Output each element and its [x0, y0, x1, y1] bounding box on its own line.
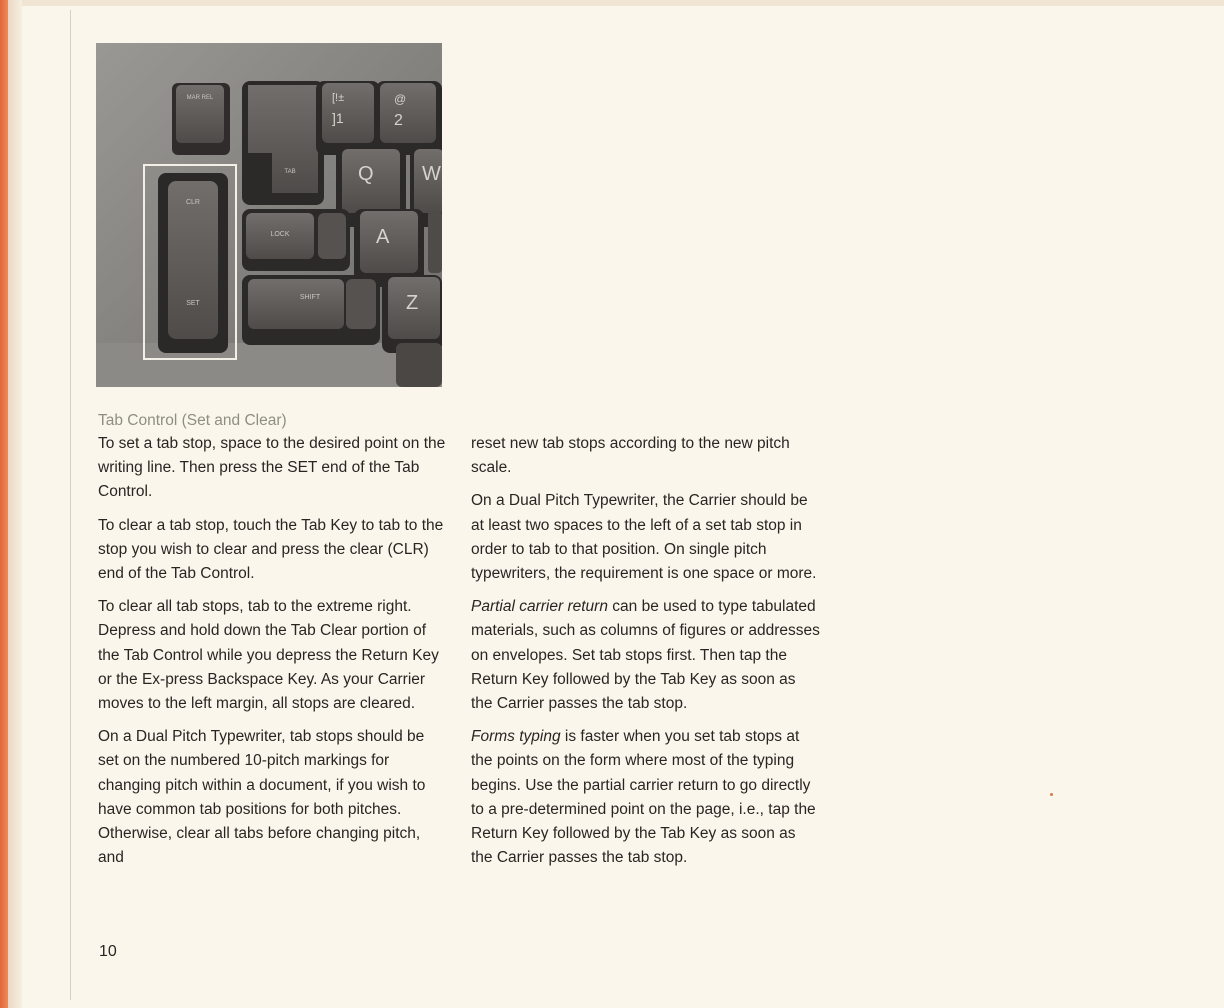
- paragraph-partial-return: [471, 595, 821, 716]
- key-1: [316, 81, 380, 155]
- paper-speck: [1050, 793, 1053, 796]
- lock-key: [242, 209, 350, 271]
- lower-key-edge: [396, 343, 442, 387]
- key-z-label: Z: [406, 292, 419, 314]
- term-forms-typing: Forms typing: [471, 728, 561, 746]
- key-w-label: W: [422, 163, 441, 185]
- keyboard-photo: [96, 43, 442, 387]
- section-heading: Tab Control (Set and Clear): [98, 412, 287, 429]
- key-2-bottom-label: 2: [394, 112, 403, 129]
- partial-return-text: can be used to type tabulated materials, such as columns of figures or addresses on envelopes. Set tab stops first. Then tap the Return Key followed by the Tab Key as soon as the Carrier passes the tab stop.: [471, 598, 820, 713]
- page-binding-edge: [0, 0, 8, 1008]
- key-1-top-label: [!±: [332, 92, 345, 104]
- mar-rel-key: [172, 83, 230, 155]
- key-1-bottom-label: ]1: [332, 110, 344, 126]
- key-2-top-label: @: [394, 92, 407, 106]
- set-label: SET: [186, 300, 200, 307]
- page-fold-line: [70, 10, 71, 1000]
- page-gutter-shadow: [8, 0, 22, 1008]
- key-a-label: A: [376, 226, 390, 248]
- tab-control-key: [158, 173, 228, 353]
- paragraph-clear-all: To clear all tab stops, tab to the extreme right. Depress and hold down the Tab Clear portion of the Tab Control while you depress the Return Key or the Ex-press Backspace Key. As your Carrier moves to the left margin, all stops are cleared.: [98, 598, 439, 713]
- paragraph-forms-typing: [471, 725, 821, 870]
- mar-rel-label: MAR REL: [186, 95, 214, 101]
- lock-label: LOCK: [270, 231, 290, 238]
- key-q-label: Q: [358, 163, 374, 185]
- shift-key: [242, 275, 380, 345]
- left-text-column: [98, 410, 448, 879]
- tab-key: [242, 81, 324, 205]
- paragraph-dual-pitch: On a Dual Pitch Typewriter, tab stops should be set on the numbered 10-pitch markings for changing pitch within a document, if you wish to have common tab positions for both pitches. Otherwise, clear all tabs before changing pitch, and: [98, 728, 426, 867]
- next-key-edge: [428, 211, 442, 273]
- shift-label: SHIFT: [299, 294, 321, 301]
- paragraph-set-tab: To set a tab stop, space to the desired point on the writing line. Then press the SET end of the Tab Control.: [98, 435, 446, 501]
- key-2: [376, 81, 442, 155]
- term-partial-carrier-return: Partial carrier return: [471, 598, 608, 616]
- right-text-column: [471, 432, 821, 879]
- keyboard-illustration: [96, 43, 442, 387]
- page-number: 10: [99, 943, 117, 960]
- page-top-band: [0, 0, 1224, 6]
- paragraph-carrier-spacing: On a Dual Pitch Typewriter, the Carrier should be at least two spaces to the left of a set tab stop in order to tab to that position. On single pitch typewriters, the requirement is one space or more.: [471, 492, 817, 583]
- clr-label: CLR: [185, 199, 201, 206]
- tab-label: TAB: [284, 169, 296, 175]
- forms-typing-text: is faster when you set tab stops at the points on the form where most of the typing begins. Use the partial carrier return to go directly to a pre-determined point on the page, i.e., tap the Return Key followed by the Tab Key as soon as the Carrier passes the tab stop.: [471, 728, 816, 867]
- paragraph-reset-tabs: reset new tab stops according to the new pitch scale.: [471, 435, 790, 477]
- paragraph-clear-tab: To clear a tab stop, touch the Tab Key to tab to the stop you wish to clear and press the clear (CLR) end of the Tab Control.: [98, 516, 444, 583]
- key-z: [382, 275, 442, 353]
